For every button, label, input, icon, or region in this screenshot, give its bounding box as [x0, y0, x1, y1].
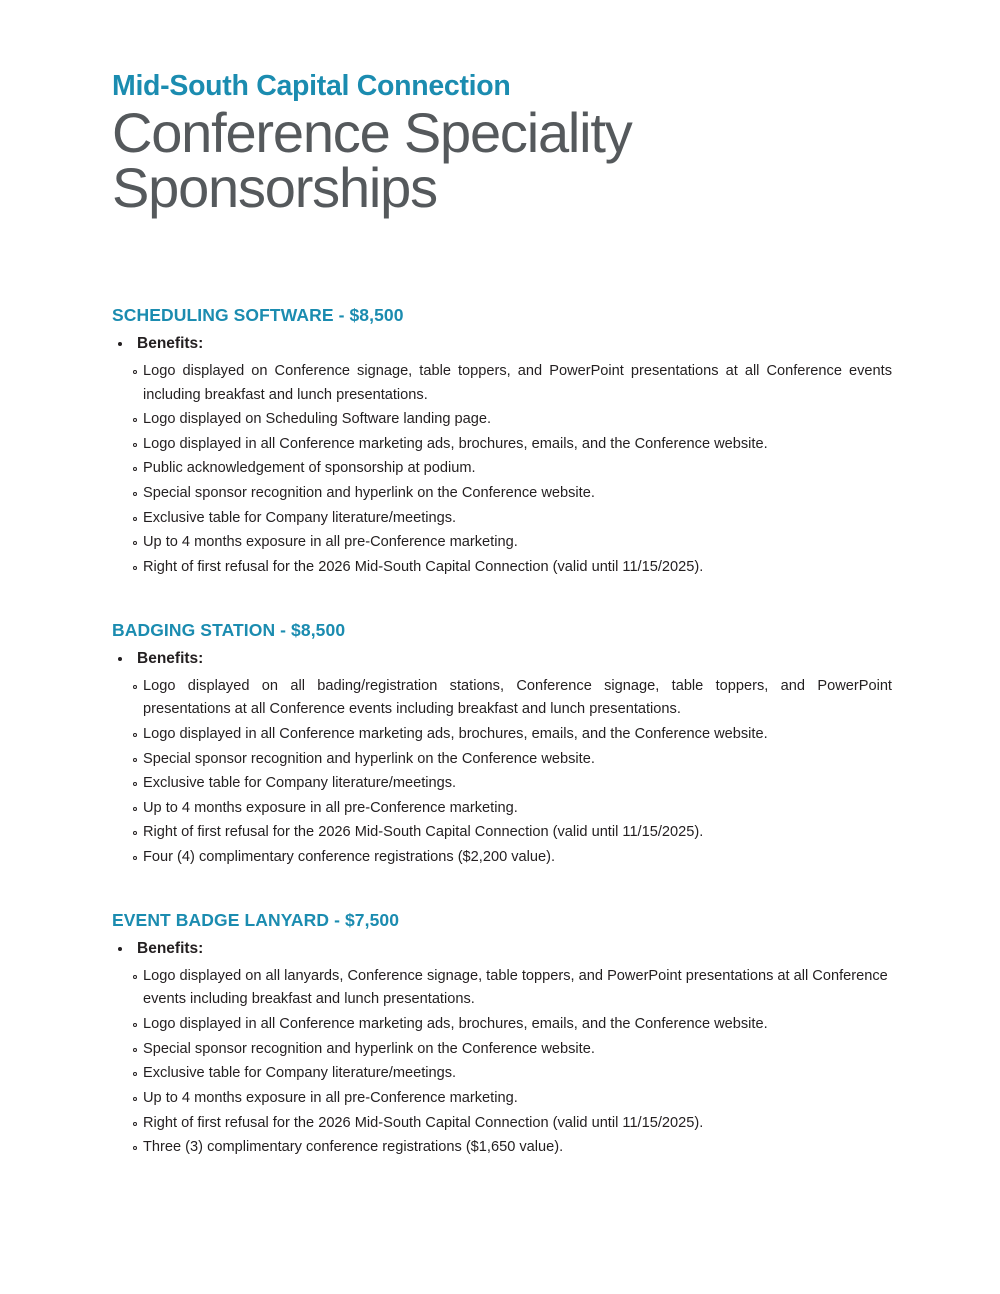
list-item — [112, 797, 892, 821]
sponsorship-section — [112, 620, 892, 870]
benefit-text: Four (4) complimentary conference registrations ($2,200 value). — [143, 849, 556, 866]
list-item — [112, 723, 892, 747]
circle-bullet-icon — [133, 1122, 137, 1126]
sponsorship-section — [112, 910, 892, 1160]
circle-bullet-icon — [133, 758, 137, 762]
list-item — [112, 846, 892, 870]
circle-bullet-icon — [133, 418, 137, 422]
list-item — [112, 1062, 892, 1086]
circle-bullet-icon — [133, 685, 137, 689]
event-name-eyebrow: Mid-South Capital Connection — [112, 70, 511, 102]
benefit-text: Up to 4 months exposure in all pre-Conference marketing. — [143, 799, 518, 816]
benefit-text: Special sponsor recognition and hyperlink on the Conference website. — [143, 750, 595, 767]
circle-bullet-icon — [133, 467, 137, 471]
benefits-label: Benefits: — [137, 939, 204, 957]
list-item — [112, 1087, 892, 1111]
circle-bullet-icon — [133, 1146, 137, 1150]
benefits-list — [112, 675, 892, 870]
circle-bullet-icon — [133, 782, 137, 786]
list-item — [112, 1136, 892, 1160]
benefits-label-item — [112, 334, 892, 355]
list-item — [112, 1038, 892, 1062]
list-item — [112, 1013, 892, 1037]
benefits-label-item — [112, 649, 892, 670]
circle-bullet-icon — [133, 1072, 137, 1076]
list-item — [112, 507, 892, 531]
list-item — [112, 772, 892, 796]
section-heading: BADGING STATION - $8,500 — [112, 619, 346, 640]
benefits-label-item — [112, 939, 892, 960]
disc-bullet-icon — [118, 342, 122, 346]
benefit-text: Logo displayed on Scheduling Software landing page. — [143, 411, 492, 428]
benefits-label: Benefits: — [137, 649, 204, 667]
benefit-text: Right of first refusal for the 2026 Mid-South Capital Connection (valid until 11/15/2025). — [143, 824, 704, 841]
benefits-list — [112, 360, 892, 580]
list-item — [112, 821, 892, 845]
list-item — [112, 531, 892, 555]
benefit-text: Public acknowledgement of sponsorship at podium. — [143, 460, 476, 477]
circle-bullet-icon — [133, 566, 137, 570]
benefit-text: Right of first refusal for the 2026 Mid-South Capital Connection (valid until 11/15/2025). — [143, 559, 704, 576]
benefit-text: Right of first refusal for the 2026 Mid-South Capital Connection (valid until 11/15/2025). — [143, 1114, 704, 1131]
list-item — [112, 457, 892, 481]
benefit-text: Exclusive table for Company literature/meetings. — [143, 509, 457, 526]
disc-bullet-icon — [118, 947, 122, 951]
benefit-text: Logo displayed on all lanyards, Conference signage, table toppers, and PowerPoint presentations at all Conference events including breakfast and lunch presentations. — [143, 967, 888, 1008]
list-item — [112, 408, 892, 432]
section-heading: SCHEDULING SOFTWARE - $8,500 — [112, 305, 404, 325]
benefit-text: Up to 4 months exposure in all pre-Conference marketing. — [143, 1089, 518, 1106]
benefit-text: Special sponsor recognition and hyperlink on the Conference website. — [143, 485, 595, 502]
circle-bullet-icon — [133, 1097, 137, 1101]
circle-bullet-icon — [133, 370, 137, 374]
circle-bullet-icon — [133, 831, 137, 835]
circle-bullet-icon — [133, 856, 137, 860]
list-item — [112, 1112, 892, 1136]
disc-bullet-icon — [118, 657, 122, 661]
sponsorship-section — [112, 305, 892, 580]
circle-bullet-icon — [133, 1048, 137, 1052]
benefits-label: Benefits: — [137, 335, 204, 352]
circle-bullet-icon — [133, 541, 137, 545]
benefit-text: Logo displayed in all Conference marketing ads, brochures, emails, and the Conference website. — [143, 435, 768, 452]
benefit-text: Logo displayed on Conference signage, table toppers, and PowerPoint presentations at all Conference events including breakfast and lunch presentations. — [143, 362, 892, 403]
circle-bullet-icon — [133, 443, 137, 447]
sponsorship-sections — [112, 305, 892, 1161]
circle-bullet-icon — [133, 975, 137, 979]
benefit-text: Logo displayed in all Conference marketing ads, brochures, emails, and the Conference website. — [143, 1015, 768, 1032]
benefit-text: Three (3) complimentary conference registrations ($1,650 value). — [143, 1139, 564, 1156]
list-item — [112, 556, 892, 580]
benefit-text: Up to 4 months exposure in all pre-Conference marketing. — [143, 534, 518, 551]
list-item — [112, 360, 892, 407]
list-item — [112, 433, 892, 457]
list-item — [112, 748, 892, 772]
benefits-list — [112, 965, 892, 1160]
section-heading: EVENT BADGE LANYARD - $7,500 — [112, 909, 400, 930]
circle-bullet-icon — [133, 492, 137, 496]
benefit-text: Logo displayed on all bading/registration stations, Conference signage, table toppers, and PowerPoint presentations at all Conference events including breakfast and lunch presentations. — [143, 677, 892, 718]
list-item — [112, 675, 892, 722]
circle-bullet-icon — [133, 733, 137, 737]
list-item — [112, 482, 892, 506]
page-title: Conference Speciality Sponsorships — [112, 100, 632, 219]
benefit-text: Exclusive table for Company literature/meetings. — [143, 1065, 457, 1082]
document-header — [112, 70, 912, 219]
circle-bullet-icon — [133, 517, 137, 521]
benefit-text: Exclusive table for Company literature/meetings. — [143, 775, 457, 792]
benefit-text: Logo displayed in all Conference marketing ads, brochures, emails, and the Conference website. — [143, 725, 768, 742]
circle-bullet-icon — [133, 1023, 137, 1027]
circle-bullet-icon — [133, 807, 137, 811]
list-item — [112, 965, 892, 1012]
benefit-text: Special sponsor recognition and hyperlink on the Conference website. — [143, 1040, 595, 1057]
